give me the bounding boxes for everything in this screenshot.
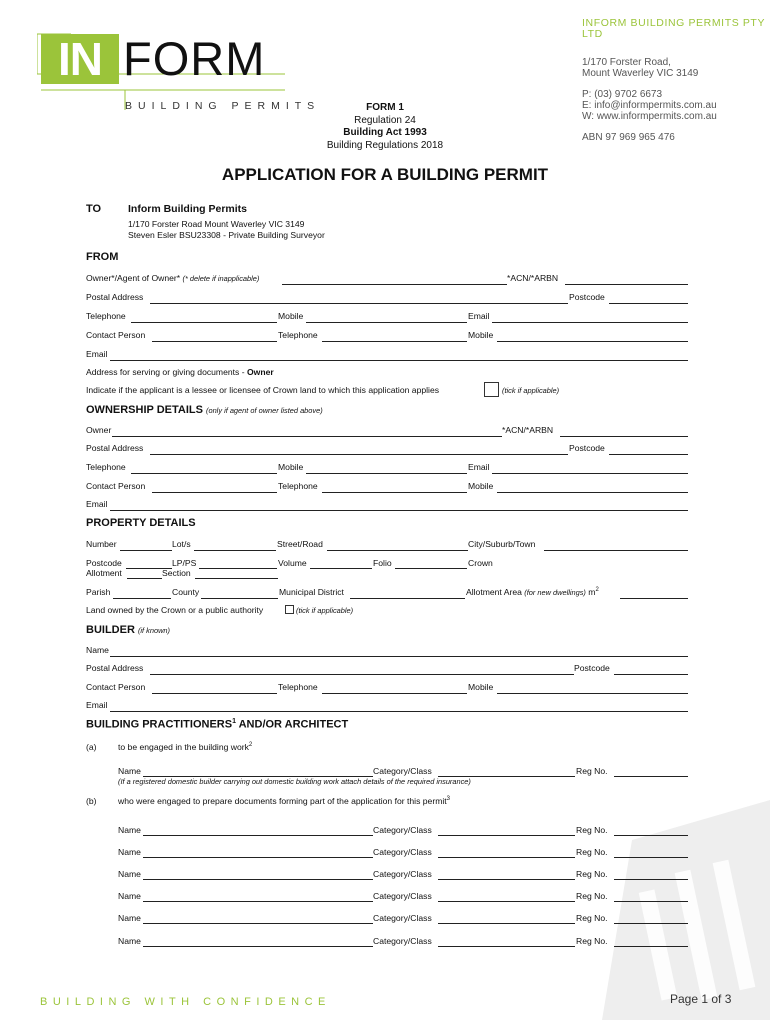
property-number-field[interactable] xyxy=(120,550,172,551)
builder-postal-label: Postal Address xyxy=(86,663,144,673)
property-parish-field[interactable] xyxy=(113,598,171,599)
property-allotment-label: Allotment xyxy=(86,568,122,578)
ownership-mobile-field[interactable] xyxy=(306,473,467,474)
practitioner-b5-reg-field[interactable] xyxy=(614,923,688,924)
property-lpps-label: LP/PS xyxy=(172,558,197,568)
property-allot-area-label: Allotment Area (for new dwellings) $m^2$ xyxy=(466,587,599,597)
property-crown-owned-text: Land owned by the Crown or a public authority xyxy=(86,605,264,615)
ownership-heading: OWNERSHIP DETAILS (only if agent of owner listed above) xyxy=(86,404,323,416)
ownership-email-field[interactable] xyxy=(492,473,688,474)
practitioners-a-label: (a) xyxy=(86,742,97,752)
to-surveyor: Steven Esler BSU23308 - Private Building Surveyor xyxy=(128,230,325,240)
ownership-postcode-field[interactable] xyxy=(609,454,688,455)
from-crown-note: (tick if applicable) xyxy=(502,386,560,395)
practitioner-b6-reg-label: Reg No. xyxy=(576,936,608,946)
crown-owned-checkbox[interactable] xyxy=(285,605,294,614)
form-header xyxy=(0,102,770,152)
property-folio-field[interactable] xyxy=(395,568,467,569)
property-lots-field[interactable] xyxy=(194,550,276,551)
property-crown-label: Crown xyxy=(468,558,493,568)
ownership-telephone-label: Telephone xyxy=(86,462,126,472)
from-owner-label: Owner*/Agent of Owner* (* delete if inapplicable) xyxy=(86,273,260,283)
practitioners-b-text: who were engaged to prepare documents forming part of the application for this permit$^3$ xyxy=(118,796,451,806)
practitioner-b6-category-field[interactable] xyxy=(438,946,575,947)
from-postcode-label: Postcode xyxy=(569,292,605,302)
property-postcode-label: Postcode xyxy=(86,558,122,568)
property-parish-label: Parish xyxy=(86,587,111,597)
ownership-email2-label: Email xyxy=(86,499,108,509)
from-heading: FROM xyxy=(86,251,119,263)
crown-land-checkbox[interactable] xyxy=(484,382,499,397)
ownership-postal-field[interactable] xyxy=(150,454,568,455)
ownership-mobile2-label: Mobile xyxy=(468,481,494,491)
builder-contact-field[interactable] xyxy=(152,693,277,694)
builder-postal-field[interactable] xyxy=(150,674,574,675)
practitioner-b2-name-label: Name xyxy=(118,847,141,857)
practitioner-a-reg-label: Reg No. xyxy=(576,766,608,776)
ownership-telephone-field[interactable] xyxy=(131,473,277,474)
from-contact-label: Contact Person xyxy=(86,330,146,340)
ownership-telephone2-field[interactable] xyxy=(322,492,467,493)
logo-form-text: FORM xyxy=(123,32,266,85)
company-address-line1: 1/170 Forster Road, xyxy=(582,57,671,68)
practitioner-b2-reg-field[interactable] xyxy=(614,857,688,858)
page-number: Page 1 of 3 xyxy=(670,992,732,1006)
practitioner-a-name-label: Name xyxy=(118,766,141,776)
logo-watermark-icon xyxy=(592,780,770,1020)
practitioners-heading: BUILDING PRACTITIONERS$^1$ AND/OR ARCHITECT xyxy=(86,718,349,731)
company-phone: P: (03) 9702 6673 xyxy=(582,89,663,100)
property-municipal-field[interactable] xyxy=(350,598,465,599)
ownership-email-label: Email xyxy=(468,462,490,472)
ownership-owner-label: Owner xyxy=(86,425,112,435)
from-serving-text: Address for serving or giving documents - Owner xyxy=(86,367,274,377)
company-address-line2: Mount Waverley VIC 3149 xyxy=(582,68,699,79)
company-abn: ABN 97 969 965 476 xyxy=(582,132,675,143)
practitioner-b2-category-label: Category/Class xyxy=(373,847,432,857)
from-email-label: Email xyxy=(468,311,490,321)
property-lpps-field[interactable] xyxy=(199,568,277,569)
builder-mobile-field[interactable] xyxy=(497,693,688,694)
practitioner-b6-reg-field[interactable] xyxy=(614,946,688,947)
practitioner-b5-reg-label: Reg No. xyxy=(576,913,608,923)
practitioner-b3-reg-field[interactable] xyxy=(614,879,688,880)
property-lots-label: Lot/s xyxy=(172,539,191,549)
property-section-field[interactable] xyxy=(195,578,278,579)
practitioner-b6-category-label: Category/Class xyxy=(373,936,432,946)
from-owner-field[interactable] xyxy=(282,284,507,285)
practitioner-b5-name-field[interactable] xyxy=(143,923,373,924)
property-folio-label: Folio xyxy=(373,558,392,568)
from-mobile2-field[interactable] xyxy=(497,341,688,342)
from-mobile-field[interactable] xyxy=(306,322,467,323)
ownership-postal-label: Postal Address xyxy=(86,443,144,453)
property-section-label: Section xyxy=(162,568,191,578)
from-contact-field[interactable] xyxy=(152,341,277,342)
from-telephone-label: Telephone xyxy=(86,311,126,321)
from-acn-label: *ACN/*ARBN xyxy=(507,273,559,283)
property-street-label: Street/Road xyxy=(277,539,323,549)
practitioner-b4-name-field[interactable] xyxy=(143,901,373,902)
practitioner-b1-category-field[interactable] xyxy=(438,835,575,836)
ownership-postcode-label: Postcode xyxy=(569,443,605,453)
practitioner-b6-name-field[interactable] xyxy=(143,946,373,947)
practitioner-b3-name-field[interactable] xyxy=(143,879,373,880)
ownership-email2-field[interactable] xyxy=(110,510,688,511)
form-number: FORM 1 xyxy=(366,102,404,113)
practitioner-a-reg-field[interactable] xyxy=(614,776,688,777)
to-label: TO xyxy=(86,203,102,215)
practitioner-b1-name-label: Name xyxy=(118,825,141,835)
from-telephone-field[interactable] xyxy=(131,322,277,323)
from-email2-label: Email xyxy=(86,349,108,359)
practitioner-b2-name-field[interactable] xyxy=(143,857,373,858)
builder-name-label: Name xyxy=(86,645,109,655)
builder-contact-label: Contact Person xyxy=(86,682,146,692)
from-email2-field[interactable] xyxy=(110,360,688,361)
ownership-mobile-label: Mobile xyxy=(278,462,304,472)
from-email-field[interactable] xyxy=(492,322,688,323)
practitioner-b1-name-field[interactable] xyxy=(143,835,373,836)
practitioner-b6-name-label: Name xyxy=(118,936,141,946)
property-heading: PROPERTY DETAILS xyxy=(86,517,196,529)
form-regs: Building Regulations 2018 xyxy=(326,139,444,151)
page-title: APPLICATION FOR A BUILDING PERMIT xyxy=(221,165,549,184)
form-act: Building Act 1993 xyxy=(343,127,427,138)
to-name: Inform Building Permits xyxy=(128,203,248,215)
practitioner-b5-category-field[interactable] xyxy=(438,923,575,924)
company-name: INFORM BUILDING PERMITS PTY LTD xyxy=(582,17,765,40)
ownership-telephone2-label: Telephone xyxy=(278,481,318,491)
builder-email-label: Email xyxy=(86,700,108,710)
ownership-owner-field[interactable] xyxy=(112,436,502,437)
practitioner-b4-reg-label: Reg No. xyxy=(576,891,608,901)
from-postal-field[interactable] xyxy=(150,303,568,304)
company-email: E: info@informpermits.com.au xyxy=(582,100,717,111)
builder-telephone-field[interactable] xyxy=(322,693,467,694)
from-postcode-field[interactable] xyxy=(609,303,688,304)
builder-email-field[interactable] xyxy=(110,711,688,712)
form-regulation: Regulation 24 xyxy=(354,114,416,126)
logo-subtitle: BUILDING PERMITS xyxy=(125,100,321,112)
practitioner-a-category-label: Category/Class xyxy=(373,766,432,776)
from-mobile-label: Mobile xyxy=(278,311,304,321)
practitioner-b3-category-field[interactable] xyxy=(438,879,575,880)
property-volume-field[interactable] xyxy=(310,568,372,569)
builder-name-field[interactable] xyxy=(110,656,688,657)
practitioner-b1-reg-label: Reg No. xyxy=(576,825,608,835)
practitioner-b2-category-field[interactable] xyxy=(438,857,575,858)
practitioner-b4-category-label: Category/Class xyxy=(373,891,432,901)
practitioners-a-text: to be engaged in the building work$^2$ xyxy=(118,742,253,752)
property-city-field[interactable] xyxy=(544,550,688,551)
ownership-acn-field[interactable] xyxy=(560,436,688,437)
to-address: 1/170 Forster Road Mount Waverley VIC 3149 xyxy=(128,219,305,229)
practitioner-b1-category-label: Category/Class xyxy=(373,825,432,835)
from-mobile2-label: Mobile xyxy=(468,330,494,340)
practitioner-b5-name-label: Name xyxy=(118,913,141,923)
property-crown-owned-note: (tick if applicable) xyxy=(296,606,354,615)
from-crown-text: Indicate if the applicant is a lessee or licensee of Crown land to which this application applies xyxy=(86,385,440,395)
footer-tagline: BUILDING WITH CONFIDENCE xyxy=(40,996,331,1008)
property-county-label: County xyxy=(172,587,200,597)
practitioner-b3-category-label: Category/Class xyxy=(373,869,432,879)
property-street-field[interactable] xyxy=(327,550,468,551)
builder-postcode-field[interactable] xyxy=(614,674,688,675)
property-city-label: City/Suburb/Town xyxy=(468,539,536,549)
property-allot-area-field[interactable] xyxy=(620,598,688,599)
practitioner-b4-category-field[interactable] xyxy=(438,901,575,902)
builder-mobile-label: Mobile xyxy=(468,682,494,692)
practitioner-b3-reg-label: Reg No. xyxy=(576,869,608,879)
builder-postcode-label: Postcode xyxy=(574,663,610,673)
from-telephone2-label: Telephone xyxy=(278,330,318,340)
property-allotment-field[interactable] xyxy=(127,578,162,579)
ownership-acn-label: *ACN/*ARBN xyxy=(502,425,554,435)
company-web: W: www.informpermits.com.au xyxy=(582,111,717,122)
ownership-contact-field[interactable] xyxy=(152,492,277,493)
practitioners-a-note: (If a registered domestic builder carrying out domestic building work attach details of the required insurance) xyxy=(118,777,471,786)
property-number-label: Number xyxy=(86,539,117,549)
property-volume-label: Volume xyxy=(278,558,307,568)
builder-telephone-label: Telephone xyxy=(278,682,318,692)
property-county-field[interactable] xyxy=(201,598,278,599)
practitioner-b3-name-label: Name xyxy=(118,869,141,879)
practitioner-b2-reg-label: Reg No. xyxy=(576,847,608,857)
from-postal-label: Postal Address xyxy=(86,292,144,302)
practitioner-b4-name-label: Name xyxy=(118,891,141,901)
builder-heading: BUILDER (if known) xyxy=(86,624,170,636)
from-acn-field[interactable] xyxy=(565,284,688,285)
ownership-mobile2-field[interactable] xyxy=(497,492,688,493)
logo-in-block: IN xyxy=(41,34,119,84)
practitioners-b-label: (b) xyxy=(86,796,97,806)
practitioner-b1-reg-field[interactable] xyxy=(614,835,688,836)
ownership-contact-label: Contact Person xyxy=(86,481,146,491)
practitioner-b5-category-label: Category/Class xyxy=(373,913,432,923)
practitioner-b4-reg-field[interactable] xyxy=(614,901,688,902)
from-telephone2-field[interactable] xyxy=(322,341,467,342)
property-municipal-label: Municipal District xyxy=(279,587,344,597)
